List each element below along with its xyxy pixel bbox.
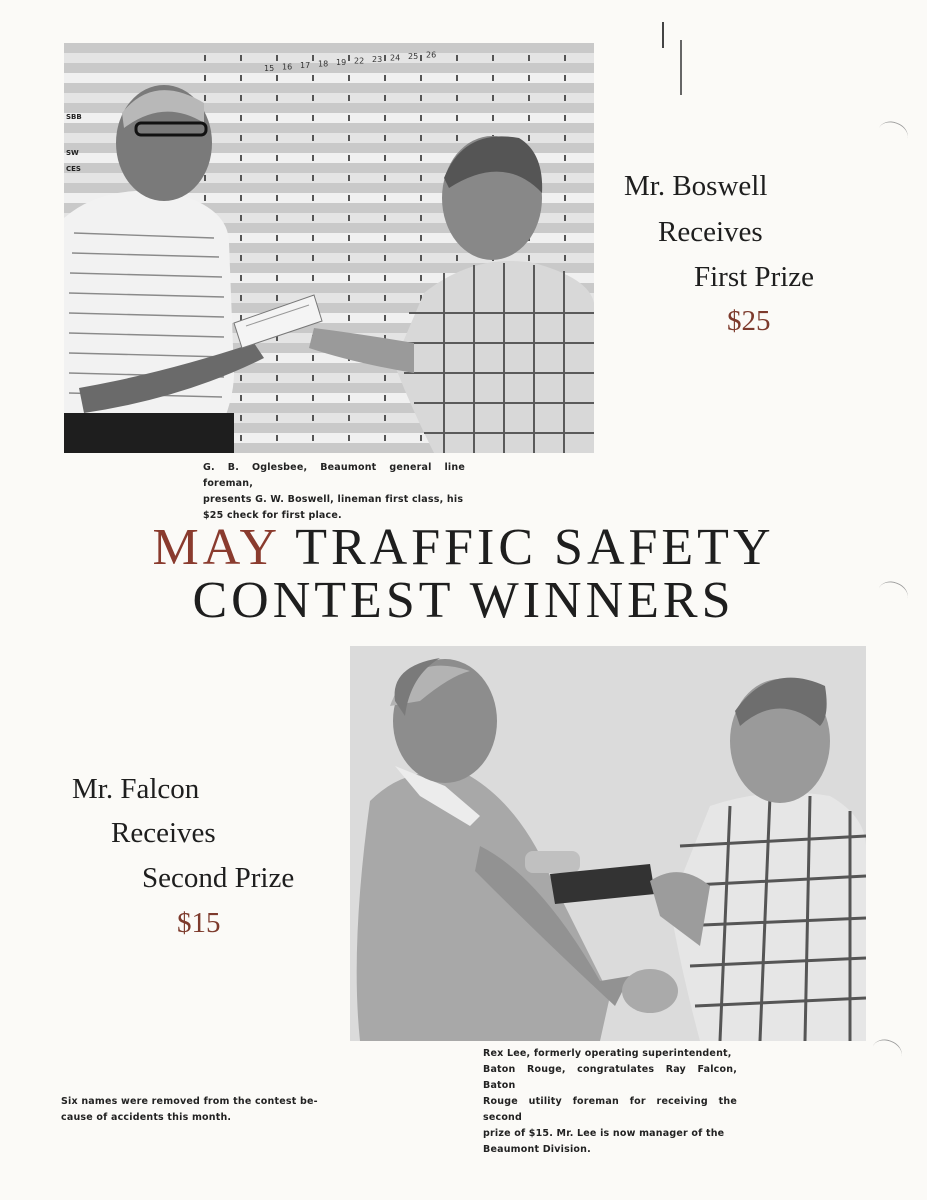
board-peg <box>204 55 206 61</box>
photo-illustration-top <box>64 43 594 453</box>
board-peg <box>348 135 350 141</box>
photo-illustration-bottom <box>350 646 866 1041</box>
board-number: 22 <box>354 56 365 66</box>
board-peg <box>240 435 242 441</box>
board-peg <box>564 175 566 181</box>
bottom-photo-caption <box>483 1046 737 1158</box>
caption-line: $25 check for first place. <box>203 510 342 521</box>
board-peg <box>240 275 242 281</box>
board-peg <box>312 75 314 81</box>
board-peg <box>492 95 494 101</box>
board-peg <box>276 215 278 221</box>
prize-place: Second Prize <box>142 862 295 894</box>
board-peg <box>528 115 530 121</box>
board-peg <box>384 55 386 61</box>
board-peg <box>312 415 314 421</box>
board-peg <box>276 195 278 201</box>
board-peg <box>564 55 566 61</box>
board-peg <box>276 75 278 81</box>
board-peg <box>384 375 386 381</box>
board-peg <box>276 415 278 421</box>
board-peg <box>420 155 422 161</box>
board-peg <box>348 415 350 421</box>
board-peg <box>384 255 386 261</box>
board-peg <box>420 195 422 201</box>
board-peg <box>312 235 314 241</box>
board-peg <box>384 315 386 321</box>
board-peg <box>420 275 422 281</box>
board-label: CES <box>66 165 81 173</box>
board-peg <box>420 135 422 141</box>
board-peg <box>312 115 314 121</box>
board-peg <box>420 175 422 181</box>
footnote <box>61 1094 319 1126</box>
board-peg <box>456 115 458 121</box>
caption-line: Rouge utility foreman for receiving the second <box>483 1096 737 1123</box>
caption-line: Rex Lee, formerly operating superintendent, <box>483 1048 732 1059</box>
board-peg <box>240 155 242 161</box>
board-number: 17 <box>300 61 311 70</box>
board-peg <box>564 195 566 201</box>
board-peg <box>240 95 242 101</box>
caption-line: presents G. W. Boswell, lineman first class, his <box>203 494 464 505</box>
board-peg <box>348 55 350 61</box>
board-peg <box>492 55 494 61</box>
board-peg <box>348 235 350 241</box>
board-peg <box>240 395 242 401</box>
punch-hole-mark <box>875 118 911 150</box>
board-peg <box>384 135 386 141</box>
board-peg <box>384 415 386 421</box>
board-peg <box>492 75 494 81</box>
board-peg <box>276 55 278 61</box>
board-peg <box>240 75 242 81</box>
board-peg <box>384 395 386 401</box>
board-peg <box>312 275 314 281</box>
boswell-photo <box>64 43 594 453</box>
board-peg <box>312 215 314 221</box>
board-peg <box>312 355 314 361</box>
board-peg <box>384 215 386 221</box>
board-peg <box>420 95 422 101</box>
board-number: 18 <box>318 59 329 69</box>
board-peg <box>276 135 278 141</box>
falcon-photo <box>350 646 866 1041</box>
board-number: 25 <box>408 52 419 61</box>
footnote-line: Six names were removed from the contest be- <box>61 1096 318 1107</box>
board-peg <box>384 235 386 241</box>
board-slat <box>64 73 594 83</box>
board-peg <box>240 375 242 381</box>
winner-name: Mr. Boswell <box>624 170 768 202</box>
board-peg <box>204 95 206 101</box>
board-peg <box>312 395 314 401</box>
prize-amount-second: $15 <box>177 907 221 939</box>
board-peg <box>312 175 314 181</box>
pen-mark <box>662 22 664 48</box>
board-peg <box>420 75 422 81</box>
caption-line: Baton Rouge, congratulates Ray Falcon, Baton <box>483 1064 737 1091</box>
caption-line: prize of $15. Mr. Lee is now manager of the <box>483 1128 725 1139</box>
board-peg <box>312 255 314 261</box>
board-peg <box>276 275 278 281</box>
board-peg <box>348 75 350 81</box>
punch-hole-mark <box>869 1036 905 1068</box>
caption-line: G. B. Oglesbee, Beaumont general line foreman, <box>203 462 465 489</box>
board-peg <box>384 155 386 161</box>
board-peg <box>240 295 242 301</box>
title-line-one-rest: TRAFFIC SAFETY <box>295 519 775 576</box>
board-peg <box>240 115 242 121</box>
board-peg <box>240 135 242 141</box>
board-peg <box>348 275 350 281</box>
board-peg <box>312 95 314 101</box>
board-peg <box>240 215 242 221</box>
board-peg <box>276 175 278 181</box>
board-peg <box>348 375 350 381</box>
board-peg <box>564 95 566 101</box>
board-slat <box>64 50 594 63</box>
board-peg <box>348 295 350 301</box>
board-peg <box>312 135 314 141</box>
board-peg <box>384 195 386 201</box>
footnote-line: cause of accidents this month. <box>61 1112 232 1123</box>
board-peg <box>276 235 278 241</box>
pen-mark <box>680 40 682 95</box>
board-peg <box>204 175 206 181</box>
board-peg <box>564 115 566 121</box>
board-number: 16 <box>282 62 293 72</box>
board-peg <box>564 155 566 161</box>
board-peg <box>276 95 278 101</box>
board-peg <box>492 115 494 121</box>
board-peg <box>420 235 422 241</box>
winner-name: Mr. Falcon <box>72 773 200 805</box>
board-peg <box>528 55 530 61</box>
board-peg <box>384 115 386 121</box>
board-peg <box>384 275 386 281</box>
prize-amount-first: $25 <box>727 305 771 337</box>
board-peg <box>348 255 350 261</box>
board-peg <box>348 115 350 121</box>
title-accent-word: MAY <box>152 519 280 576</box>
board-peg <box>384 175 386 181</box>
board-peg <box>564 235 566 241</box>
board-peg <box>384 435 386 441</box>
board-peg <box>384 75 386 81</box>
board-peg <box>348 215 350 221</box>
board-number: 15 <box>264 64 275 73</box>
board-peg <box>276 395 278 401</box>
board-number: 24 <box>390 53 401 63</box>
board-peg <box>564 255 566 261</box>
board-peg <box>240 235 242 241</box>
receives-text: Receives <box>111 817 216 849</box>
receives-text: Receives <box>658 216 763 248</box>
board-peg <box>276 255 278 261</box>
board-peg <box>420 115 422 121</box>
board-peg <box>420 215 422 221</box>
board-peg <box>312 195 314 201</box>
board-peg <box>348 155 350 161</box>
board-peg <box>204 75 206 81</box>
page-title <box>0 518 927 577</box>
board-peg <box>276 375 278 381</box>
board-peg <box>528 255 530 261</box>
board-peg <box>240 175 242 181</box>
board-peg <box>456 75 458 81</box>
board-peg <box>276 155 278 161</box>
board-peg <box>384 95 386 101</box>
handshake <box>622 969 678 1013</box>
board-peg <box>240 255 242 261</box>
board-peg <box>456 135 458 141</box>
board-peg <box>384 295 386 301</box>
board-peg <box>312 435 314 441</box>
prize-place: First Prize <box>694 261 815 293</box>
board-peg <box>528 135 530 141</box>
board-label: SW <box>66 149 79 157</box>
board-peg <box>312 55 314 61</box>
board-peg <box>564 135 566 141</box>
board-peg <box>348 95 350 101</box>
board-peg <box>276 435 278 441</box>
board-peg <box>528 95 530 101</box>
board-peg <box>276 115 278 121</box>
board-label: SBB <box>66 113 82 121</box>
board-peg <box>276 295 278 301</box>
caption-line: Beaumont Division. <box>483 1144 591 1155</box>
board-peg <box>240 195 242 201</box>
board-peg <box>564 215 566 221</box>
board-peg <box>312 155 314 161</box>
board-peg <box>420 55 422 61</box>
board-peg <box>348 395 350 401</box>
top-photo-caption <box>203 460 465 524</box>
board-peg <box>456 95 458 101</box>
board-peg <box>528 75 530 81</box>
board-peg <box>276 355 278 361</box>
board-number: 26 <box>426 50 437 60</box>
board-number: 19 <box>336 58 347 67</box>
board-peg <box>204 195 206 201</box>
board-peg <box>240 415 242 421</box>
board-peg <box>420 255 422 261</box>
board-peg <box>348 435 350 441</box>
board-peg <box>240 55 242 61</box>
board-peg <box>312 375 314 381</box>
board-peg <box>564 75 566 81</box>
board-peg <box>456 255 458 261</box>
board-peg <box>348 315 350 321</box>
board-peg <box>348 175 350 181</box>
board-peg <box>348 195 350 201</box>
board-peg <box>420 435 422 441</box>
page-title-line-two: CONTEST WINNERS <box>192 572 735 629</box>
board-peg <box>456 55 458 61</box>
board-number: 23 <box>372 55 383 64</box>
